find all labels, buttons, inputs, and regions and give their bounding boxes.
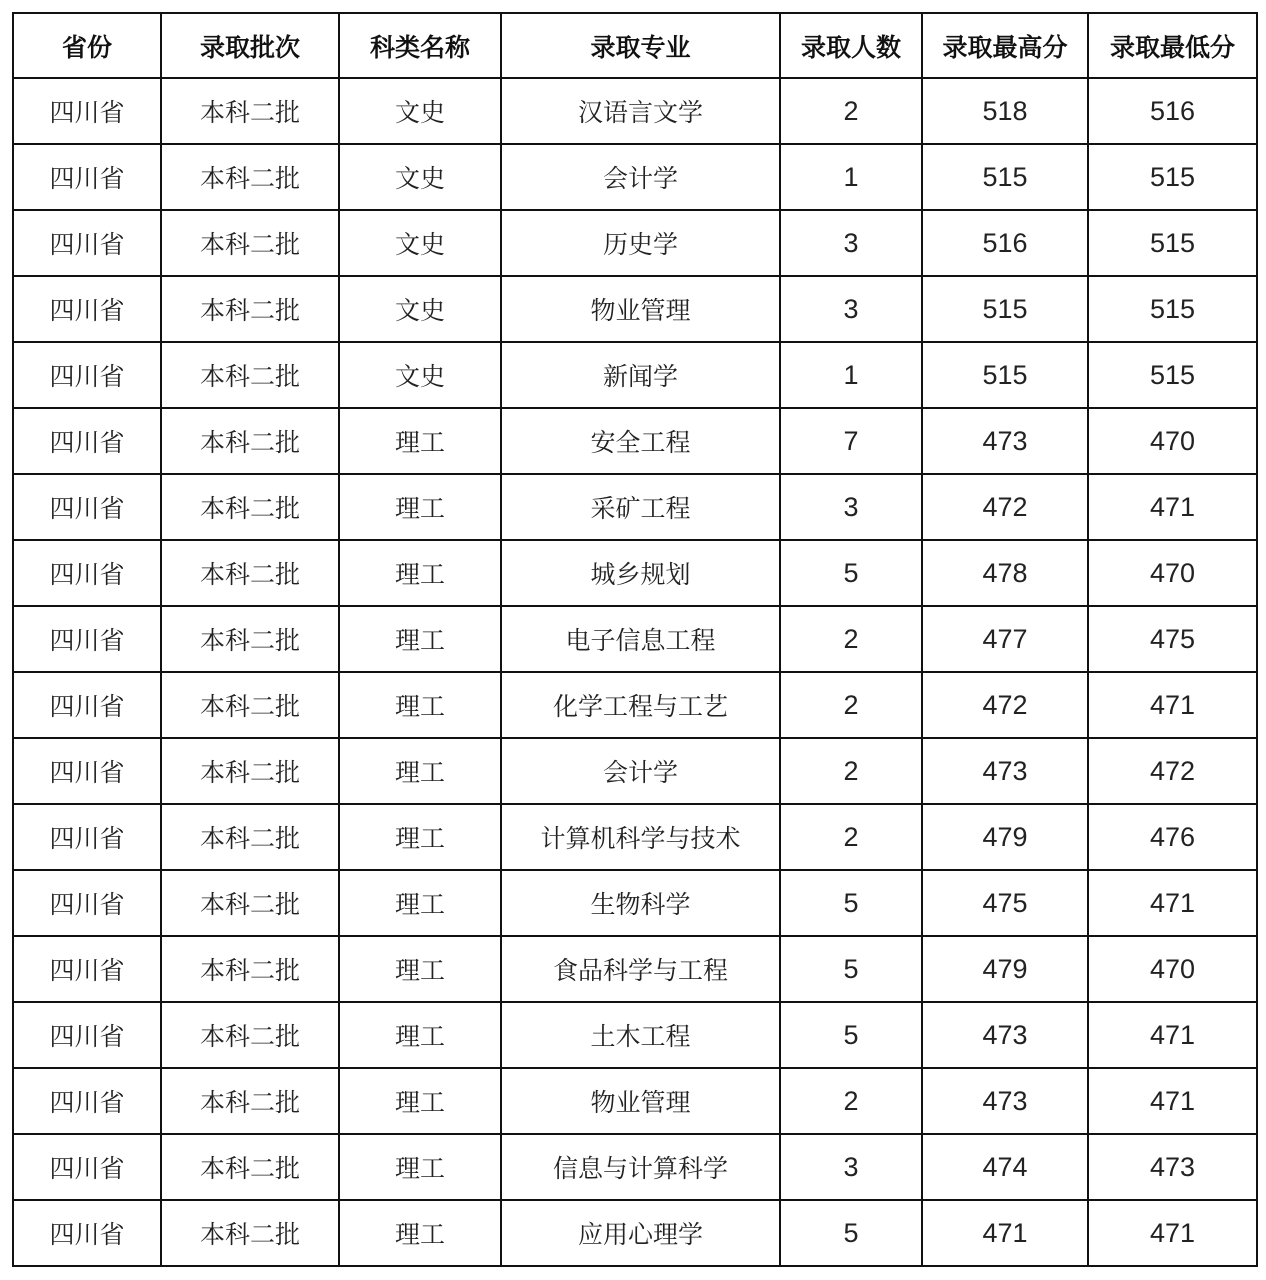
cell-major: 物业管理 [501, 276, 780, 342]
cell-highest-score: 472 [922, 474, 1088, 540]
cell-admitted-count: 5 [780, 936, 922, 1002]
cell-highest-score: 472 [922, 672, 1088, 738]
cell-admission-batch: 本科二批 [161, 804, 339, 870]
cell-admission-batch: 本科二批 [161, 408, 339, 474]
cell-highest-score: 474 [922, 1134, 1088, 1200]
cell-province: 四川省 [13, 1200, 161, 1266]
cell-subject-category: 理工 [339, 1200, 501, 1266]
cell-lowest-score: 471 [1088, 1068, 1257, 1134]
cell-lowest-score: 471 [1088, 870, 1257, 936]
cell-admitted-count: 2 [780, 606, 922, 672]
cell-major: 物业管理 [501, 1068, 780, 1134]
cell-major: 安全工程 [501, 408, 780, 474]
cell-lowest-score: 515 [1088, 342, 1257, 408]
cell-admitted-count: 3 [780, 474, 922, 540]
cell-subject-category: 文史 [339, 144, 501, 210]
cell-province: 四川省 [13, 1134, 161, 1200]
table-body [13, 78, 1257, 1266]
table-row [13, 474, 1257, 540]
cell-admitted-count: 5 [780, 1200, 922, 1266]
cell-subject-category: 理工 [339, 408, 501, 474]
header-province: 省份 [13, 13, 161, 78]
table-row [13, 78, 1257, 144]
cell-admitted-count: 7 [780, 408, 922, 474]
cell-admission-batch: 本科二批 [161, 78, 339, 144]
table-row [13, 1002, 1257, 1068]
cell-subject-category: 理工 [339, 738, 501, 804]
table-row [13, 870, 1257, 936]
cell-major: 会计学 [501, 738, 780, 804]
cell-admission-batch: 本科二批 [161, 672, 339, 738]
cell-admission-batch: 本科二批 [161, 606, 339, 672]
cell-admitted-count: 1 [780, 342, 922, 408]
header-subject-category: 科类名称 [339, 13, 501, 78]
cell-province: 四川省 [13, 78, 161, 144]
cell-lowest-score: 471 [1088, 474, 1257, 540]
cell-lowest-score: 471 [1088, 1002, 1257, 1068]
cell-province: 四川省 [13, 210, 161, 276]
cell-province: 四川省 [13, 1068, 161, 1134]
cell-highest-score: 473 [922, 408, 1088, 474]
table-row [13, 1068, 1257, 1134]
cell-admitted-count: 2 [780, 78, 922, 144]
cell-admitted-count: 5 [780, 540, 922, 606]
cell-highest-score: 473 [922, 1002, 1088, 1068]
cell-province: 四川省 [13, 342, 161, 408]
cell-highest-score: 518 [922, 78, 1088, 144]
cell-highest-score: 473 [922, 1068, 1088, 1134]
header-major: 录取专业 [501, 13, 780, 78]
cell-province: 四川省 [13, 738, 161, 804]
cell-admission-batch: 本科二批 [161, 870, 339, 936]
cell-province: 四川省 [13, 804, 161, 870]
cell-admission-batch: 本科二批 [161, 1200, 339, 1266]
cell-major: 采矿工程 [501, 474, 780, 540]
table-row [13, 342, 1257, 408]
table-row [13, 276, 1257, 342]
table-row [13, 144, 1257, 210]
cell-subject-category: 文史 [339, 276, 501, 342]
cell-admission-batch: 本科二批 [161, 1002, 339, 1068]
cell-highest-score: 479 [922, 936, 1088, 1002]
cell-subject-category: 理工 [339, 804, 501, 870]
cell-subject-category: 理工 [339, 1134, 501, 1200]
cell-highest-score: 471 [922, 1200, 1088, 1266]
cell-major: 计算机科学与技术 [501, 804, 780, 870]
table-row [13, 606, 1257, 672]
cell-major: 历史学 [501, 210, 780, 276]
header-lowest-score: 录取最低分 [1088, 13, 1257, 78]
cell-subject-category: 理工 [339, 672, 501, 738]
cell-province: 四川省 [13, 672, 161, 738]
cell-subject-category: 理工 [339, 1002, 501, 1068]
header-admission-batch: 录取批次 [161, 13, 339, 78]
cell-admission-batch: 本科二批 [161, 1134, 339, 1200]
cell-lowest-score: 475 [1088, 606, 1257, 672]
cell-lowest-score: 470 [1088, 540, 1257, 606]
table-row [13, 540, 1257, 606]
cell-admission-batch: 本科二批 [161, 144, 339, 210]
cell-lowest-score: 470 [1088, 408, 1257, 474]
cell-lowest-score: 471 [1088, 1200, 1257, 1266]
cell-lowest-score: 515 [1088, 276, 1257, 342]
cell-province: 四川省 [13, 276, 161, 342]
cell-subject-category: 理工 [339, 936, 501, 1002]
cell-province: 四川省 [13, 936, 161, 1002]
cell-highest-score: 479 [922, 804, 1088, 870]
cell-subject-category: 文史 [339, 210, 501, 276]
admission-scores-table [12, 12, 1258, 1267]
table-row [13, 1134, 1257, 1200]
cell-admitted-count: 5 [780, 870, 922, 936]
cell-major: 电子信息工程 [501, 606, 780, 672]
cell-lowest-score: 515 [1088, 210, 1257, 276]
table-row [13, 738, 1257, 804]
cell-admission-batch: 本科二批 [161, 276, 339, 342]
cell-admitted-count: 5 [780, 1002, 922, 1068]
cell-admitted-count: 1 [780, 144, 922, 210]
cell-province: 四川省 [13, 408, 161, 474]
cell-admission-batch: 本科二批 [161, 474, 339, 540]
cell-major: 新闻学 [501, 342, 780, 408]
cell-lowest-score: 516 [1088, 78, 1257, 144]
cell-admission-batch: 本科二批 [161, 1068, 339, 1134]
cell-subject-category: 文史 [339, 78, 501, 144]
cell-subject-category: 理工 [339, 540, 501, 606]
cell-major: 食品科学与工程 [501, 936, 780, 1002]
cell-highest-score: 515 [922, 276, 1088, 342]
cell-major: 生物科学 [501, 870, 780, 936]
header-highest-score: 录取最高分 [922, 13, 1088, 78]
cell-admission-batch: 本科二批 [161, 738, 339, 804]
cell-major: 土木工程 [501, 1002, 780, 1068]
cell-major: 化学工程与工艺 [501, 672, 780, 738]
cell-highest-score: 515 [922, 342, 1088, 408]
cell-lowest-score: 515 [1088, 144, 1257, 210]
cell-highest-score: 475 [922, 870, 1088, 936]
cell-major: 应用心理学 [501, 1200, 780, 1266]
cell-admitted-count: 3 [780, 210, 922, 276]
cell-admitted-count: 2 [780, 672, 922, 738]
table-header-row [13, 13, 1257, 78]
cell-lowest-score: 473 [1088, 1134, 1257, 1200]
cell-admission-batch: 本科二批 [161, 540, 339, 606]
cell-subject-category: 理工 [339, 870, 501, 936]
cell-province: 四川省 [13, 1002, 161, 1068]
cell-admission-batch: 本科二批 [161, 936, 339, 1002]
cell-highest-score: 473 [922, 738, 1088, 804]
table-row [13, 936, 1257, 1002]
cell-highest-score: 477 [922, 606, 1088, 672]
cell-lowest-score: 472 [1088, 738, 1257, 804]
cell-subject-category: 理工 [339, 474, 501, 540]
cell-admission-batch: 本科二批 [161, 342, 339, 408]
table-row [13, 804, 1257, 870]
cell-province: 四川省 [13, 606, 161, 672]
cell-major: 信息与计算科学 [501, 1134, 780, 1200]
admission-scores-table-container [12, 12, 1256, 1267]
cell-highest-score: 515 [922, 144, 1088, 210]
cell-subject-category: 文史 [339, 342, 501, 408]
cell-admitted-count: 2 [780, 738, 922, 804]
cell-subject-category: 理工 [339, 606, 501, 672]
cell-lowest-score: 476 [1088, 804, 1257, 870]
cell-admitted-count: 3 [780, 276, 922, 342]
table-row [13, 672, 1257, 738]
cell-province: 四川省 [13, 540, 161, 606]
cell-major: 会计学 [501, 144, 780, 210]
cell-highest-score: 516 [922, 210, 1088, 276]
cell-province: 四川省 [13, 870, 161, 936]
table-row [13, 408, 1257, 474]
cell-admitted-count: 2 [780, 1068, 922, 1134]
table-row [13, 1200, 1257, 1266]
cell-lowest-score: 470 [1088, 936, 1257, 1002]
cell-highest-score: 478 [922, 540, 1088, 606]
cell-province: 四川省 [13, 144, 161, 210]
cell-major: 汉语言文学 [501, 78, 780, 144]
table-row [13, 210, 1257, 276]
cell-admitted-count: 2 [780, 804, 922, 870]
cell-subject-category: 理工 [339, 1068, 501, 1134]
cell-admission-batch: 本科二批 [161, 210, 339, 276]
cell-major: 城乡规划 [501, 540, 780, 606]
header-admitted-count: 录取人数 [780, 13, 922, 78]
cell-admitted-count: 3 [780, 1134, 922, 1200]
cell-province: 四川省 [13, 474, 161, 540]
cell-lowest-score: 471 [1088, 672, 1257, 738]
